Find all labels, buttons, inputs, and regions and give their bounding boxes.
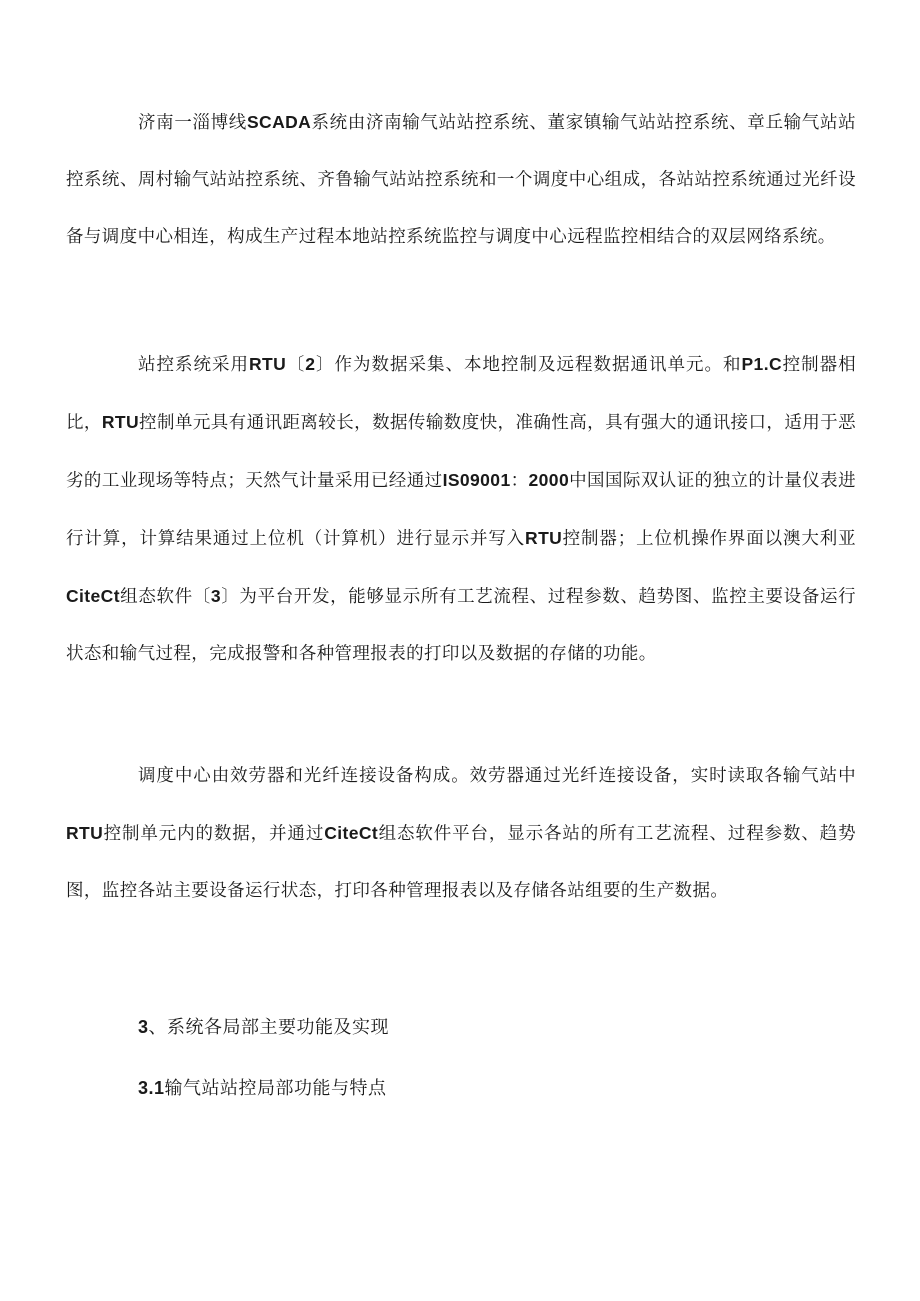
paragraph-scada-overview: 济南一淄博线SCADA系统由济南输气站站控系统、董家镇输气站站控系统、章丘输气站站控系统、周村输气站站控系统、齐鲁输气站站控系统和一个调度中心组成，各站站控系统通过光纤设备与调度中心相连，构成生产过程本地站控系统监控与调度中心远程监控相结合的双层网络系统。 [66, 112, 857, 247]
section-heading-3-1: 3.1输气站站控局部功能与特点 [138, 1078, 387, 1099]
paragraph-dispatch-center: 调度中心由效劳器和光纤连接设备构成。效劳器通过光纤连接设备，实时读取各输气站中RTU控制单元内的数据，并通过CiteCt组态软件平台，显示各站的所有工艺流程、过程参数、趋势图，监控各站主要设备运行状态，打印各种管理报表以及存储各站组要的生产数据。 [66, 766, 856, 901]
paragraph-station-control: 站控系统采用RTU〔2〕作为数据采集、本地控制及远程数据通讯单元。和P1.C控制器相比，RTU控制单元具有通讯距离较长，数据传输数度快，准确性高，具有强大的通讯接口，适用于恶劣的工业现场等特点；天然气计量采用已经通过IS09001：2000中国国际双认证的独立的计量仪表进行计算，计算结果通过上位机（计算机）进行显示并写入RTU控制器；上位机操作界面以澳大利亚CiteCt组态软件〔3〕为平台开发，能够显示所有工艺流程、过程参数、趋势图、监控主要设备运行状态和输气过程，完成报警和各种管理报表的打印以及数据的存储的功能。 [66, 354, 857, 664]
section-heading-3: 3、系统各局部主要功能及实现 [138, 1017, 390, 1038]
